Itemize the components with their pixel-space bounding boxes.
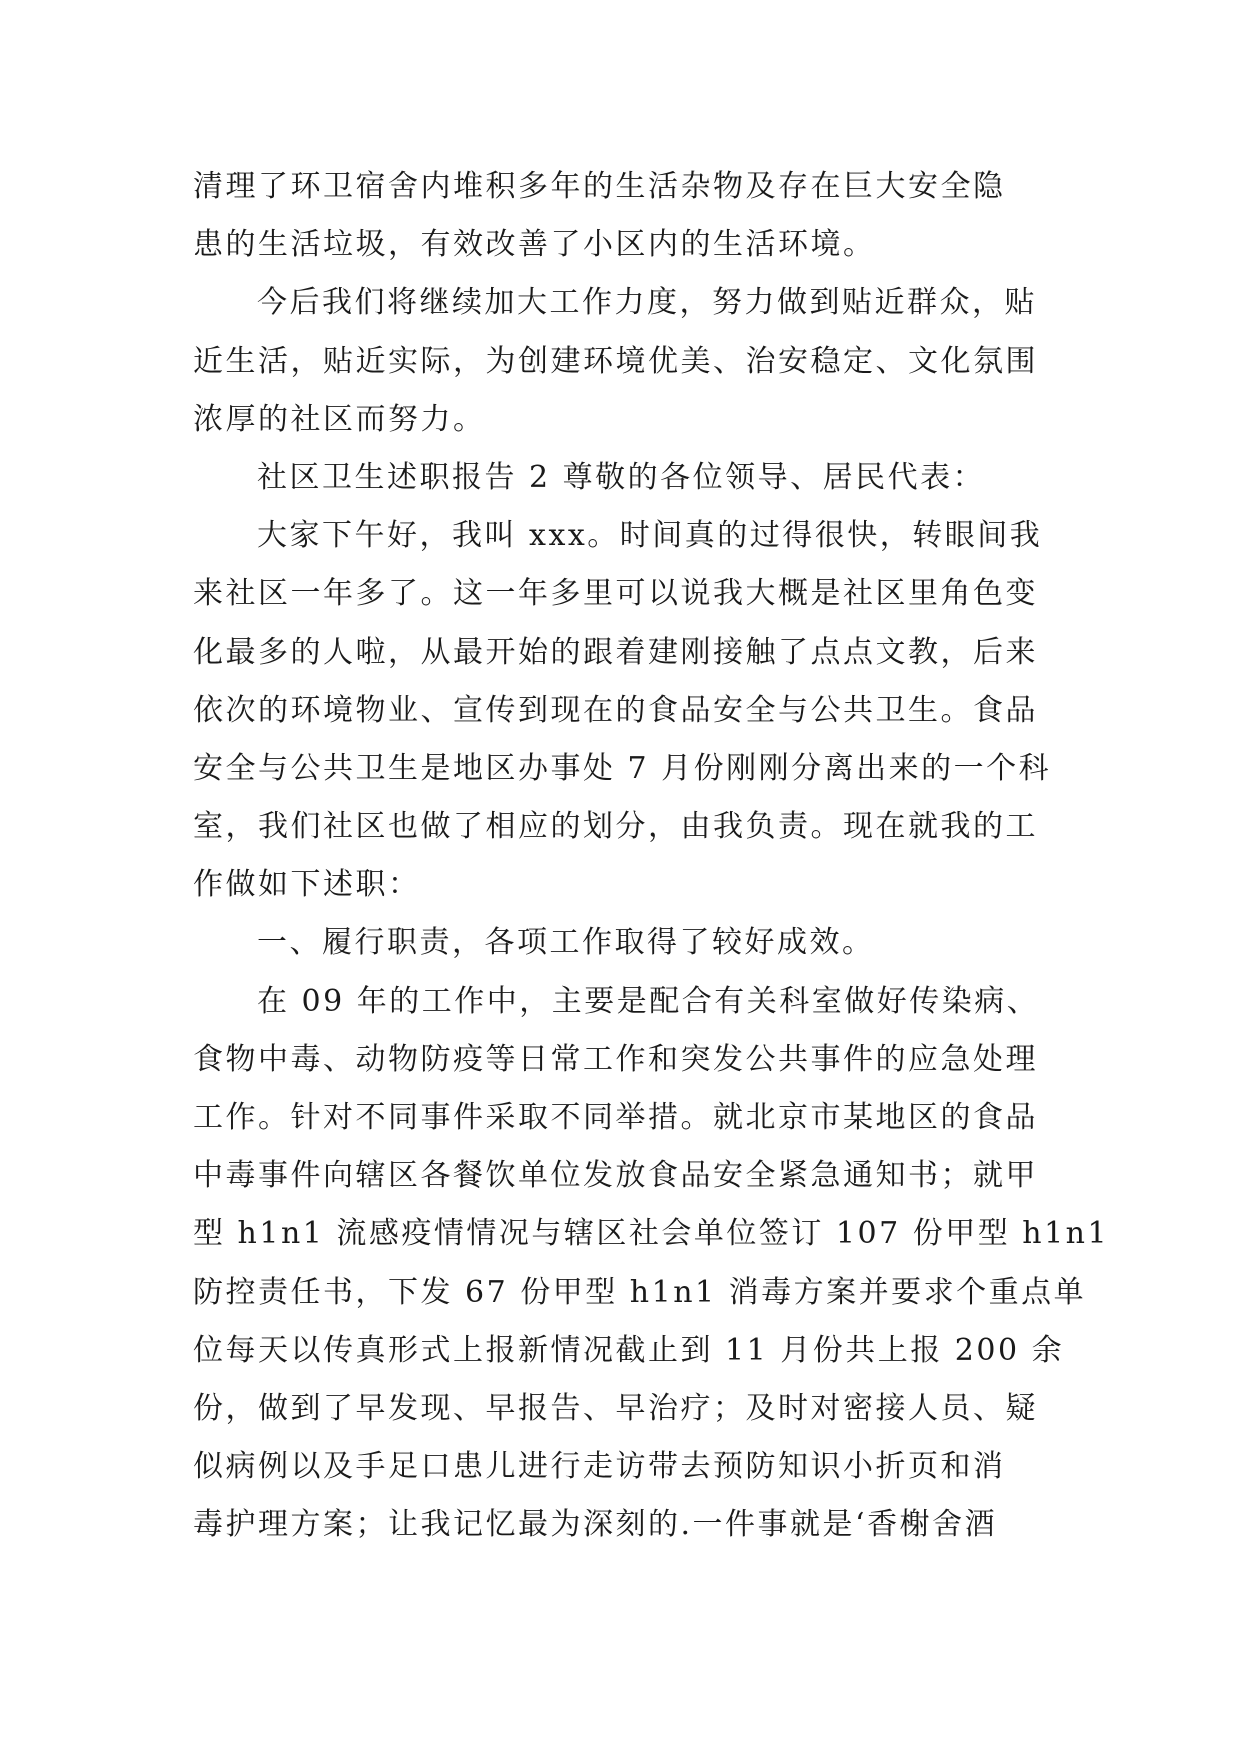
text-line: 食物中毒、动物防疫等日常工作和突发公共事件的应急处理 [193, 1041, 1038, 1077]
text-line: 室，我们社区也做了相应的划分，由我负责。现在就我的工 [193, 809, 1038, 845]
section-heading: 社区卫生述职报告 2 尊敬的各位领导、居民代表： [257, 459, 986, 495]
text-line: 今后我们将继续加大工作力度，努力做到贴近群众，贴 [257, 285, 1037, 321]
text-line: 似病例以及手足口患儿进行走访带去预防知识小折页和消 [193, 1449, 1006, 1485]
text-line: 在 09 年的工作中，主要是配合有关科室做好传染病、 [257, 983, 1040, 1019]
text-line: 近生活，贴近实际，为创建环境优美、治安稳定、文化氛围 [193, 343, 1038, 379]
text-line: 位每天以传真形式上报新情况截止到 11 月份共上报 200 余 [193, 1332, 1065, 1368]
text-line: 份，做到了早发现、早报告、早治疗；及时对密接人员、疑 [193, 1390, 1038, 1426]
document-body [193, 158, 1110, 1555]
text-line: 浓厚的社区而努力。 [193, 401, 486, 437]
text-line: 防控责任书，下发 67 份甲型 h1n1 消毒方案并要求个重点单 [193, 1274, 1087, 1310]
text-line: 毒护理方案；让我记忆最为深刻的.一件事就是‘香榭舍酒 [193, 1507, 998, 1543]
text-line: 安全与公共卫生是地区办事处 7 月份刚刚分离出来的一个科 [193, 750, 1052, 786]
text-line: 患的生活垃圾，有效改善了小区内的生活环境。 [193, 227, 876, 263]
text-line: 工作。针对不同事件采取不同举措。就北京市某地区的食品 [193, 1100, 1038, 1135]
text-line: 清理了环卫宿舍内堆积多年的生活杂物及存在巨大安全隐 [193, 169, 1006, 204]
subsection-heading: 一、履行职责，各项工作取得了较好成效。 [257, 925, 875, 961]
text-line: 化最多的人啦，从最开始的跟着建刚接触了点点文教，后来 [193, 634, 1038, 670]
text-line: 大家下午好，我叫 xxx。时间真的过得很快，转眼间我 [257, 518, 1043, 554]
text-line: 中毒事件向辖区各餐饮单位发放食品安全紧急通知书；就甲 [193, 1158, 1038, 1194]
text-line: 型 h1n1 流感疫情情况与辖区社会单位签订 107 份甲型 h1n1 [193, 1216, 1110, 1252]
text-line: 作做如下述职： [193, 867, 421, 903]
text-line: 依次的环境物业、宣传到现在的食品安全与公共卫生。食品 [193, 692, 1038, 728]
text-line: 来社区一年多了。这一年多里可以说我大概是社区里角色变 [193, 576, 1038, 612]
